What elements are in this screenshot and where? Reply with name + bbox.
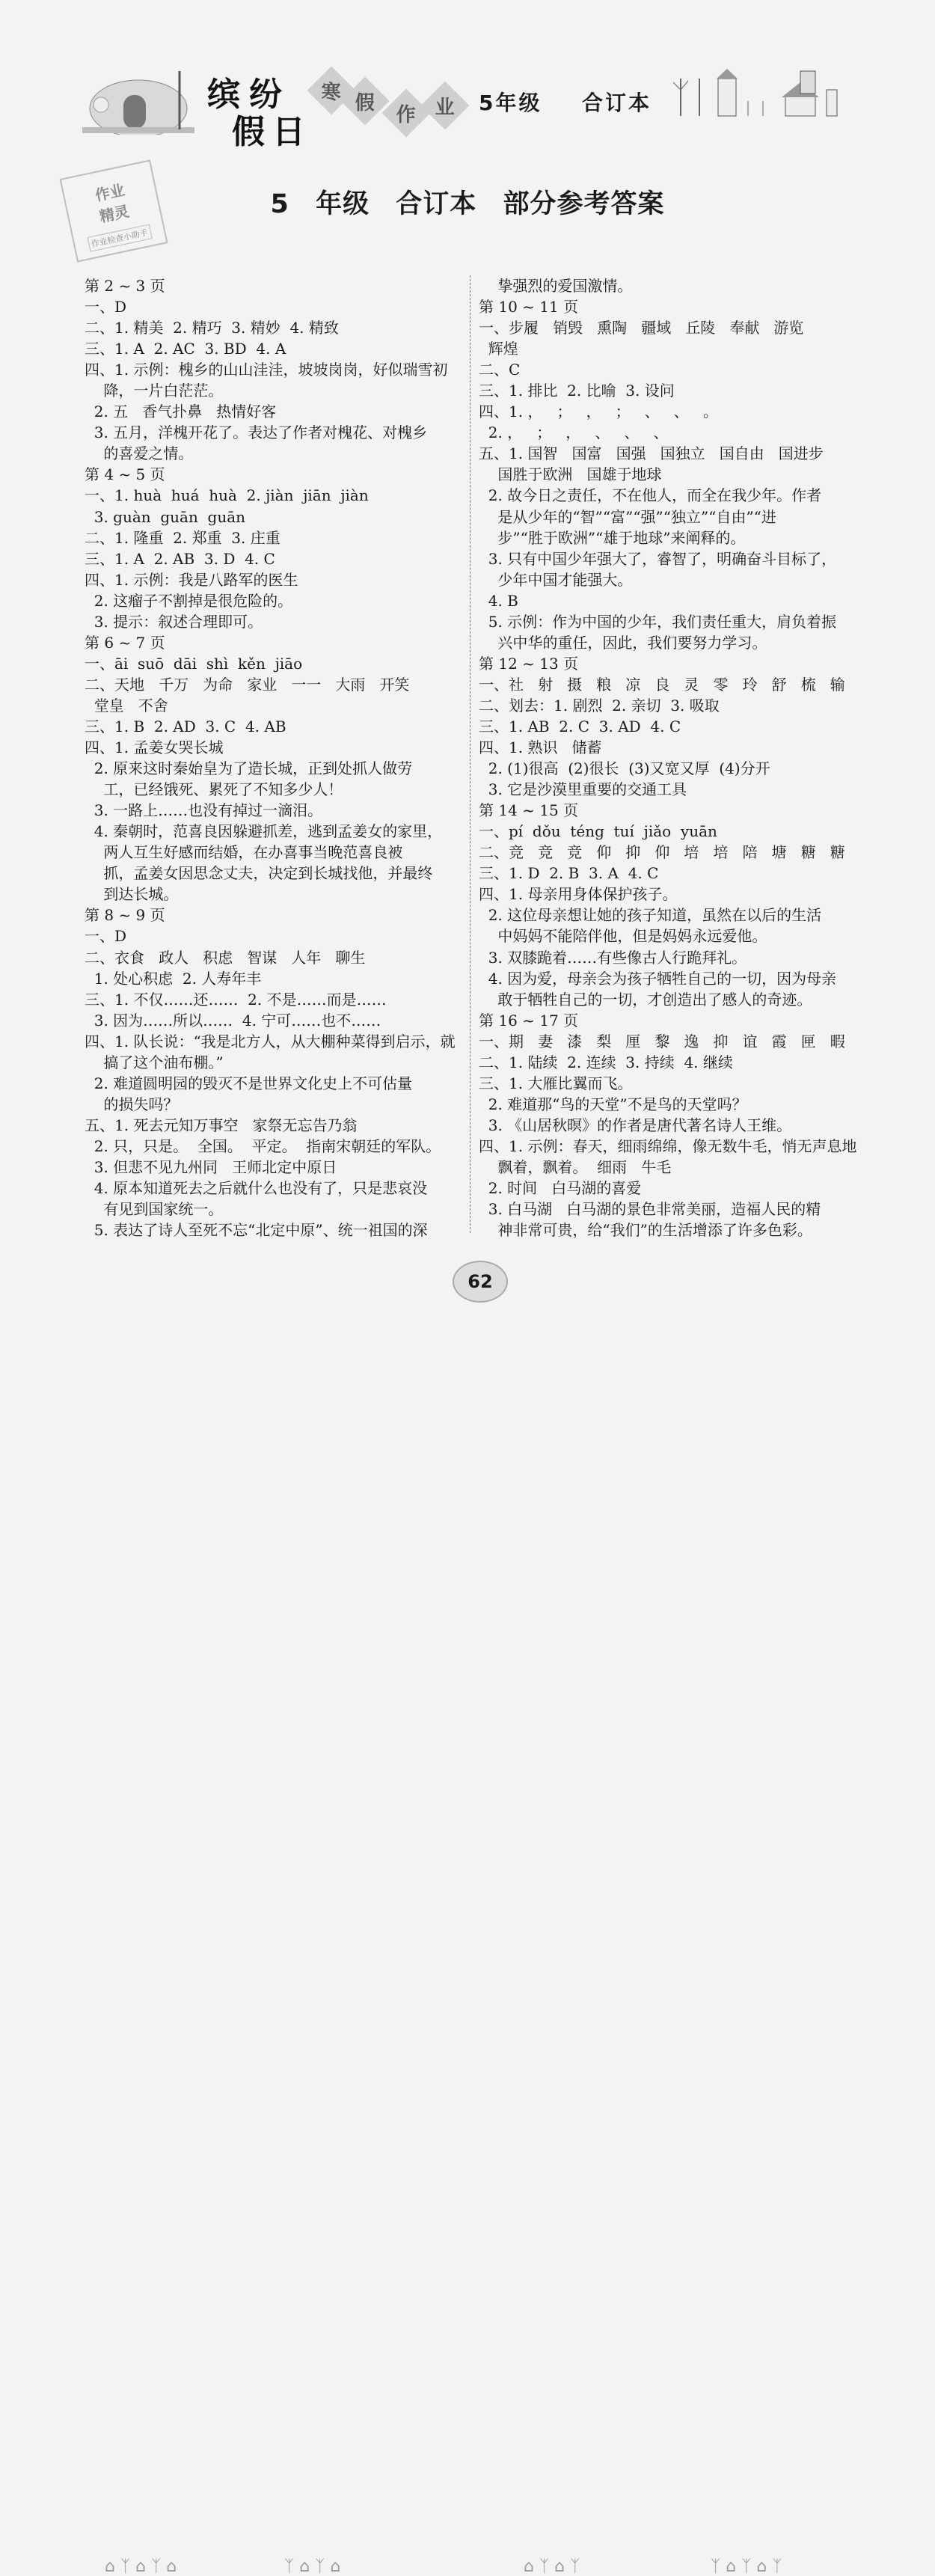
answer-line: 3. 双膝跪着……有些像古人行跪拜礼。 [479, 948, 747, 967]
answer-line: 第 2 ~ 3 页 [85, 277, 165, 295]
answer-line: 2. 原来这时秦始皇为了造长城，正到处抓人做劳 [85, 759, 413, 778]
answer-line: 一、pí dǒu téng tuí jiǎo yuān [479, 822, 717, 841]
answer-line: 4. 因为爱，母亲会为孩子牺牲自己的一切，因为母亲 [479, 969, 837, 988]
answer-line: 兴中华的重任，因此，我们要努力学习。 [479, 633, 767, 652]
answer-line: 三、1. AB 2. C 3. AD 4. C [479, 717, 681, 735]
answer-line: 三、1. A 2. AB 3. D 4. C [85, 549, 275, 568]
answer-line: 有见到国家统一。 [85, 1200, 224, 1219]
answer-line: 工，已经饿死、累死了不知多少人！ [85, 780, 343, 799]
answer-line: 一、步履 销毁 熏陶 疆域 丘陵 奉献 游览 [479, 319, 804, 337]
tag-diamond: 作 [381, 88, 430, 137]
answer-line: 四、1. 示例：春天，细雨绵绵，像无数牛毛，悄无声息地 [479, 1136, 857, 1155]
page-number: 62 [453, 1261, 508, 1303]
answer-line: 二、衣食 政人 积虑 智谋 人年 聊生 [85, 948, 366, 967]
answer-line: 三、1. 不仅……还…… 2. 不是……而是…… [85, 990, 387, 1009]
answer-line: 五、1. 国智 国富 国强 国独立 国自由 国进步 [479, 444, 824, 463]
page-header [0, 0, 935, 150]
answer-line: 5. 示例：作为中国的少年，我们责任重大，肩负着振 [479, 612, 837, 631]
answer-line: 2. 五 香气扑鼻 热情好客 [85, 403, 277, 421]
answer-line: 神非常可贵，给“我们”的生活增添了许多色彩。 [479, 1221, 812, 1240]
answer-line: 三、1. 大雁比翼而飞。 [479, 1074, 633, 1092]
answer-line: 2. 这位母亲想让她的孩子知道，虽然在以后的生活 [479, 906, 822, 925]
answer-line: 四、1. 队长说：“我是北方人，从大棚种菜得到启示，就 [85, 1032, 456, 1050]
answer-line: 3. 一路上……也没有掉过一滴泪。 [85, 801, 323, 820]
answer-line: 2. 难道那“鸟的天堂”不是鸟的天堂吗？ [479, 1095, 747, 1113]
answer-line: 3. guàn guān guān [85, 507, 246, 526]
snow-house-illustration [82, 64, 194, 135]
answer-line: 到达长城。 [85, 885, 179, 904]
answer-line: 2. 这瘤子不割掉是很危险的。 [85, 591, 293, 610]
answer-line: 一、期 妻 漆 梨 厘 黎 逸 抑 谊 霞 匣 暇 [479, 1032, 845, 1050]
answer-line: 四、1. 示例：我是八路军的医生 [85, 570, 298, 589]
answer-line: 2. 只，只是。 全国。 平定。 指南宋朝廷的军队。 [85, 1136, 441, 1155]
answer-line: 二、划去：1. 剧烈 2. 亲切 3. 吸取 [479, 696, 720, 715]
answer-line: 四、1. 孟姜女哭长城 [85, 738, 224, 757]
houses-trees-illustration [673, 67, 845, 120]
answer-line: 第 14 ~ 15 页 [479, 801, 579, 820]
answer-line: 2. (1)很高 (2)很长 (3)又宽又厚 (4)分开 [479, 759, 770, 778]
answer-line: 3. 但悲不见九州同 王师北定中原日 [85, 1157, 337, 1176]
answer-line: 1. 处心积虑 2. 人寿年丰 [85, 969, 262, 988]
answer-line: 3. 只有中国少年强大了，睿智了，明确奋斗目标了， [479, 549, 837, 568]
answer-line: 降，一片白茫茫。 [85, 382, 224, 400]
answer-line: 4. 秦朝时，范喜良因躲避抓差，逃到孟姜女的家里， [85, 822, 443, 841]
answer-line: 一、社 射 摄 粮 凉 良 灵 零 玲 舒 梳 输 [479, 675, 845, 694]
answer-line: 二、1. 精美 2. 精巧 3. 精妙 4. 精致 [85, 319, 339, 337]
answers-left-column [85, 275, 468, 1240]
answer-line: 步”“胜于欧洲”“雄于地球”来阐释的。 [479, 528, 746, 547]
answer-line: 2. 时间 白马湖的喜爱 [479, 1179, 642, 1198]
answer-line: 抓，孟姜女因思念丈夫，决定到长城找他，并最终 [85, 864, 433, 883]
answer-line: 2. 难道圆明园的毁灭不是世界文化史上不可估量 [85, 1074, 413, 1092]
answer-line: 第 6 ~ 7 页 [85, 633, 165, 652]
answer-line: 四、1. 示例：槐乡的山山洼洼，坡坡岗岗，好似瑞雪初 [85, 361, 448, 379]
answer-line: 3. 五月，洋槐开花了。表达了作者对槐花、对槐乡 [85, 423, 428, 442]
answer-line: 5. 表达了诗人至死不忘“北定中原”、统一祖国的深 [85, 1221, 428, 1240]
answer-line: 3. 提示：叙述合理即可。 [85, 612, 263, 631]
tag-diamond: 寒 [307, 66, 355, 114]
answer-line: 三、1. A 2. AC 3. BD 4. A [85, 340, 286, 358]
answer-line: 2. ， ； ， 、 、 、 [479, 423, 669, 442]
tag-diamond: 假 [340, 76, 389, 125]
answer-line: 3. 因为……所以…… 4. 宁可……也不…… [85, 1011, 381, 1030]
answer-line: 第 10 ~ 11 页 [479, 298, 579, 316]
answer-line: 二、1. 陆续 2. 连续 3. 持续 4. 继续 [479, 1053, 733, 1071]
answer-line: 两人互生好感而结婚，在办喜事当晚范喜良被 [85, 843, 403, 862]
footer-decoration-icon: ⌂ ᛉ ⌂ ᛉ ⌂ [105, 2557, 177, 2576]
answer-line: 二、C [479, 361, 521, 379]
answer-line: 敢于牺牲自己的一切，才创造出了感人的奇迹。 [479, 990, 812, 1009]
answer-line: 三、1. B 2. AD 3. C 4. AB [85, 717, 286, 735]
answer-line: 的损失吗？ [85, 1095, 179, 1113]
footer-decoration-icon: ᛉ ⌂ ᛉ ⌂ ᛉ [711, 2557, 782, 2576]
answer-line: 第 8 ~ 9 页 [85, 906, 165, 925]
grade-label: 5年级 [479, 91, 542, 115]
answer-line: 第 12 ~ 13 页 [479, 654, 579, 673]
answer-line: 堂皇 不舍 [85, 696, 168, 715]
answer-line: 3. 白马湖 白马湖的景色非常美丽，造福人民的精 [479, 1200, 821, 1219]
tag-diamond: 业 [420, 81, 469, 129]
answer-line: 一、D [85, 298, 127, 316]
edition-label: 合订本 [582, 91, 652, 115]
answer-line: 辉煌 [479, 340, 518, 358]
answer-line: 4. B [479, 591, 518, 610]
answer-line: 一、āi suō dāi shì kěn jiāo [85, 654, 303, 673]
answer-line: 五、1. 死去元知万事空 家祭无忘告乃翁 [85, 1116, 358, 1134]
brand-line-2: 假日 [232, 113, 313, 151]
brand-line-1: 缤纷 [207, 76, 291, 114]
footer-decoration-icon: ᛉ ⌂ ᛉ ⌂ [284, 2557, 341, 2576]
answer-line: 一、D [85, 927, 127, 946]
answer-line: 中妈妈不能陪伴他，但是妈妈永远爱他。 [479, 927, 767, 946]
answer-line: 三、1. D 2. B 3. A 4. C [479, 864, 659, 883]
answers-right-column [479, 275, 857, 1240]
answer-line: 四、1. ， ； ， ； 、 、 。 [479, 403, 718, 421]
answer-line: 是从少年的“智”“富”“强”“独立”“自由”“进 [479, 507, 776, 526]
answer-line: 四、1. 熟识 储蓄 [479, 738, 602, 757]
answer-line: 四、1. 母亲用身体保护孩子。 [479, 885, 678, 904]
answer-line: 三、1. 排比 2. 比喻 3. 设问 [479, 382, 675, 400]
answer-line: 二、竞 竞 竞 仰 抑 仰 培 培 陪 塘 糖 糖 [479, 843, 845, 862]
answer-line: 3. 《山居秋暝》的作者是唐代著名诗人王维。 [479, 1116, 792, 1134]
page-title: 5 年级 合订本 部分参考答案 [270, 189, 665, 219]
answer-line: 2. 故今日之责任，不在他人，而全在我少年。作者 [479, 486, 822, 505]
answer-line: 飘着，飘着。 细雨 牛毛 [479, 1157, 672, 1176]
answer-line: 第 4 ~ 5 页 [85, 465, 165, 484]
answer-line: 二、天地 千万 为命 家业 一一 大雨 开笑 [85, 675, 410, 694]
answer-line: 搞了这个油布棚。” [85, 1053, 224, 1071]
answer-line: 一、1. huà huá huà 2. jiàn jiān jiàn [85, 486, 369, 505]
watermark-stamp: 作业 精灵 作业检查小助手 [60, 159, 168, 262]
answer-line: 挚强烈的爱国激情。 [479, 277, 633, 295]
answer-line: 第 16 ~ 17 页 [479, 1011, 579, 1030]
footer-decoration-icon: ⌂ ᛉ ⌂ ᛉ [524, 2557, 580, 2576]
answer-line: 4. 原本知道死去之后就什么也没有了，只是悲哀没 [85, 1179, 428, 1198]
answer-line: 3. 它是沙漠里重要的交通工具 [479, 780, 687, 799]
answer-line: 二、1. 隆重 2. 郑重 3. 庄重 [85, 528, 280, 547]
answer-line: 国胜于欧洲 国雄于地球 [479, 465, 662, 484]
answer-line: 的喜爱之情。 [85, 444, 194, 463]
answer-line: 少年中国才能强大。 [479, 570, 633, 589]
